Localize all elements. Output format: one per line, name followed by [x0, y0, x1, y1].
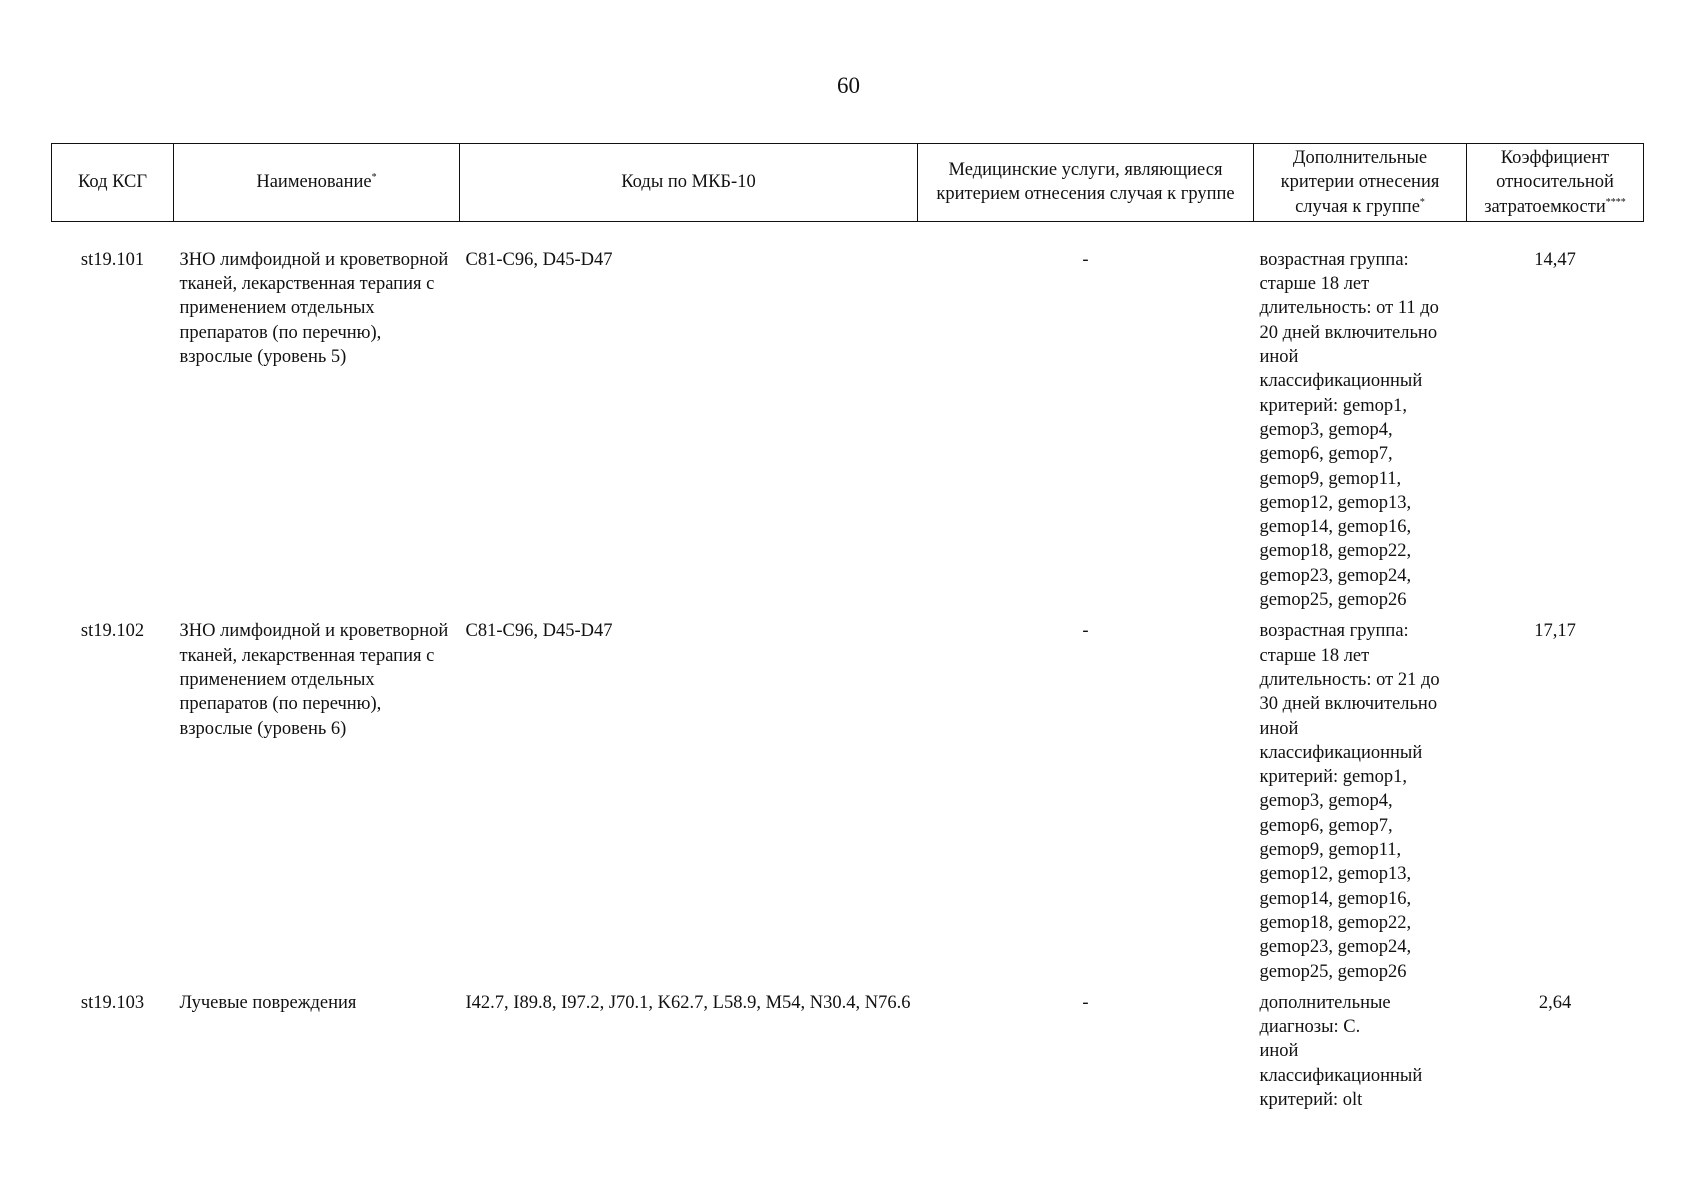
- table-row: [52, 248, 1644, 619]
- header-criteria-footnote-mark: *: [1419, 196, 1425, 208]
- cell-mkb: C81-C96, D45-D47: [465, 249, 613, 270]
- header-services-label: Медицинские услуги, являющиеся критерием отнесения случая к группе: [936, 160, 1235, 205]
- header-name: [174, 144, 460, 222]
- cell-code: st19.102: [80, 621, 145, 642]
- header-criteria-label: Дополнительные критерии отнесения случая к группе: [1280, 148, 1440, 217]
- cell-mkb: I42.7, I89.8, I97.2, J70.1, K62.7, L58.9, M54, N30.4, N76.6: [465, 992, 911, 1013]
- header-code-label: Код КСГ: [77, 172, 148, 193]
- header-criteria: [1254, 144, 1467, 222]
- header-row: [52, 144, 1644, 222]
- header-mkb: [460, 144, 918, 222]
- header-mkb-label: Коды по МКБ-10: [621, 172, 756, 193]
- header-coef-footnote-mark: ****: [1605, 196, 1626, 208]
- cell-criteria: возрастная группа: старше 18 лет длительность: от 21 до 30 дней включительно иной классификационный критерий: gemop1, gemop3, gemop4, gemop6, gemop7, gemop9, gemop11, gemop12, gemop13, gemop14, gemop16, gemop18, gemop22, gemop23, gemop24, gemop25, gemop26: [1259, 621, 1440, 982]
- header-code: [52, 144, 174, 222]
- table-row: [52, 991, 1644, 1119]
- table-body: [52, 221, 1644, 1119]
- header-name-label: Наименование: [256, 172, 372, 193]
- table-row: [52, 619, 1644, 990]
- spacer-cell: [52, 221, 1644, 248]
- cell-mkb: C81-C96, D45-D47: [465, 621, 613, 642]
- cell-coef: 2,64: [1538, 992, 1572, 1013]
- cell-coef: 17,17: [1534, 621, 1576, 642]
- cell-coef: 14,47: [1534, 249, 1576, 270]
- cell-code: st19.103: [80, 992, 145, 1013]
- header-services: [918, 144, 1254, 222]
- cell-services: -: [1082, 249, 1089, 270]
- header-coef: [1467, 144, 1644, 222]
- cell-criteria: дополнительные диагнозы: C. иной классификационный критерий: olt: [1259, 992, 1423, 1110]
- header-coef-label: Коэффициент относительной затратоемкости: [1484, 148, 1614, 217]
- cell-criteria: возрастная группа: старше 18 лет длительность: от 11 до 20 дней включительно иной классификационный критерий: gemop1, gemop3, gemop4, gemop6, gemop7, gemop9, gemop11, gemop12, gemop13, gemop14, gemop16, gemop18, gemop22, gemop23, gemop24, gemop25, gemop26: [1259, 249, 1439, 611]
- cell-name: Лучевые повреждения: [179, 992, 357, 1013]
- page-number: 60: [837, 73, 860, 98]
- spacer-row: [52, 221, 1644, 248]
- cell-services: -: [1082, 621, 1089, 642]
- cell-name: ЗНО лимфоидной и кроветворной тканей, лекарственная терапия с применением отдельных препаратов (по перечню), взрослые (уровень 6): [179, 621, 449, 739]
- table-header: [52, 144, 1644, 222]
- header-name-footnote-mark: *: [371, 172, 377, 184]
- cell-services: -: [1082, 992, 1089, 1013]
- cell-name: ЗНО лимфоидной и кроветворной тканей, лекарственная терапия с применением отдельных препаратов (по перечню), взрослые (уровень 5): [179, 249, 449, 368]
- ksg-table: [51, 143, 1644, 1119]
- cell-code: st19.101: [80, 249, 145, 270]
